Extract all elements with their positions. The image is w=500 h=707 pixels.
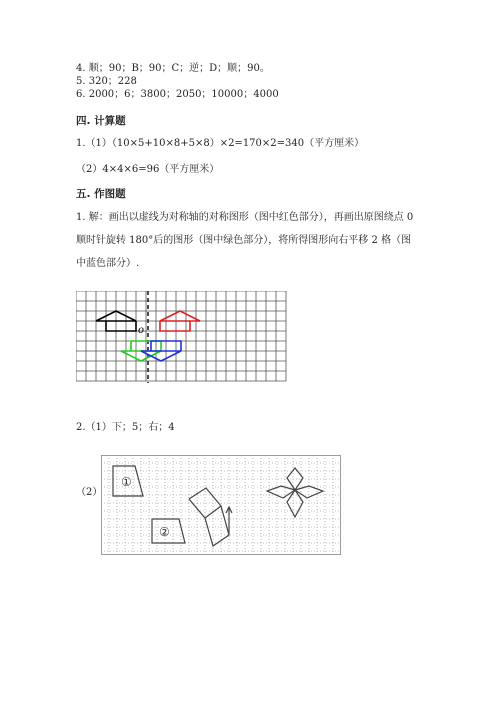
section-4-title: 四. 计算题 — [76, 115, 126, 127]
rotated-shapes — [189, 488, 232, 546]
grid-lines — [76, 291, 286, 381]
section-5-title: 五. 作图题 — [76, 188, 126, 200]
answer-line-5: 5. 320；228 — [76, 76, 137, 87]
answer-line-4: 4. 顺；90；B；90；C；逆；D；顺；90。 — [76, 63, 270, 74]
calc-q1: 1.（1）（10×5+10×8+5×8）×2=170×2=340（平方厘米） — [76, 138, 365, 149]
figure-1-grid-drawing — [76, 291, 288, 383]
point-o-label: o — [138, 325, 145, 336]
drawing-q1-line1: 1. 解：画出以虚线为对称轴的对称图形（图中红色部分），再画出原图绕点 0 — [76, 212, 414, 223]
drawing-q2-part2-label: （2） — [76, 487, 103, 498]
drawing-q1-line3: 中蓝色部分）. — [76, 258, 140, 269]
shape-2-label: ② — [159, 525, 170, 539]
answer-line-6: 6. 2000；6；3800；2050；10000；4000 — [76, 89, 279, 100]
calc-q2: （2）4×4×6=96（平方厘米） — [76, 164, 220, 175]
drawing-q1-line2: 顺时针旋转 180°后的图形（图中绿色部分），将所得图形向右平移 2 格（图 — [76, 235, 411, 246]
figure-2-dotted-grid — [101, 455, 341, 555]
four-petal-shape — [267, 468, 323, 517]
shape-1-label: ① — [121, 475, 132, 489]
drawing-q2-part1: 2.（1）下；5；右；4 — [76, 422, 175, 433]
